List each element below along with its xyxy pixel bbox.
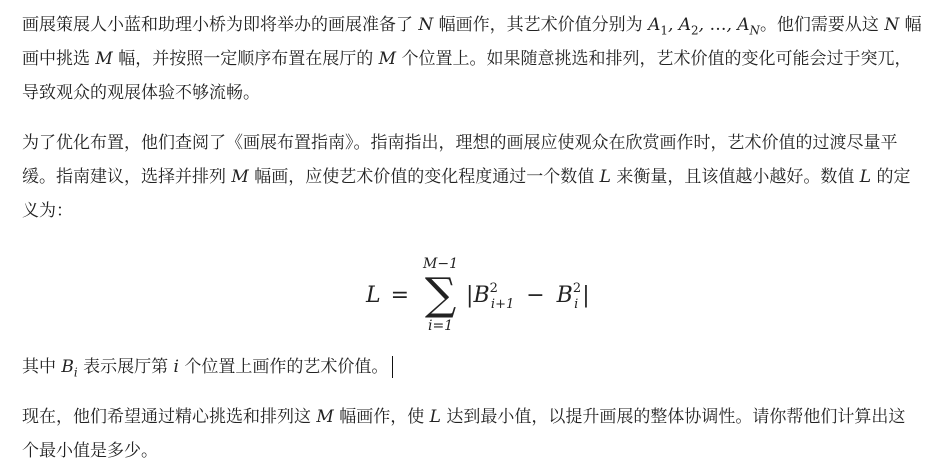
text-cursor [392, 356, 393, 378]
sigma-symbol: ∑ [424, 269, 457, 320]
sum-lower-limit: i=1 [427, 318, 454, 334]
display-formula [22, 250, 922, 340]
formula-equals: = [390, 282, 410, 308]
summation [423, 256, 458, 334]
term-B-i-plus-1: $B^2_{i+1}$ [473, 280, 515, 312]
paragraph-question: 现在，他们希望通过精心挑选和排列这 M 幅画作，使 L 达到最小值，以提升画展的整体协调性。请你帮他们计算出这个最小值是多少。 [22, 407, 906, 461]
math-N: N [418, 15, 434, 35]
problem-statement [22, 8, 922, 468]
math-N: N [884, 15, 900, 35]
abs-bar-left: | [466, 282, 474, 308]
formula-minus: − [526, 282, 545, 308]
sum-upper-limit: M−1 [423, 256, 459, 272]
math-L: L [599, 167, 611, 187]
term-B-i: $B^2_i$ [556, 280, 582, 312]
math-L: L [859, 167, 872, 187]
paragraph-guide: 为了优化布置，他们查阅了《画展布置指南》。指南指出，理想的画展应使观众在欣赏画作时，艺术价值的过渡尽量平缓。指南建议，选择并排列 M 幅画，应使艺术价值的变化程度通过一个数值 L 来衡量，且该值越小越好。数值 L 的定义为： [22, 133, 911, 221]
paragraph-definition: 其中 $B_i$ 表示展厅第 i 个位置上画作的艺术价值。 [22, 350, 922, 384]
math-sequence-A: $A_1$, $A_2$, …, $A_N$ [648, 15, 760, 38]
math-i: i [173, 357, 179, 377]
paragraph-intro: 画展策展人小蓝和助理小桥为即将举办的画展准备了 N 幅画作，其艺术价值分别为 $A_1$, $A_2$, …, $A_N$。他们需要从这 N 幅画中挑选 M 幅，并按照一定顺序布置在展厅的 M 个位置上。如果随意挑选和排列，艺术价值的变化可能会过于突兀，导致观众的观展体验不够流畅。 [22, 15, 922, 103]
math-M: M [231, 167, 249, 187]
math-M: M [95, 49, 113, 69]
abs-bar-right: | [582, 282, 590, 308]
math-L: L [429, 407, 441, 427]
math-M: M [378, 49, 397, 69]
formula-lhs: L [366, 282, 381, 308]
math-B-i: $B_i$ [61, 357, 78, 380]
math-M: M [316, 407, 334, 427]
